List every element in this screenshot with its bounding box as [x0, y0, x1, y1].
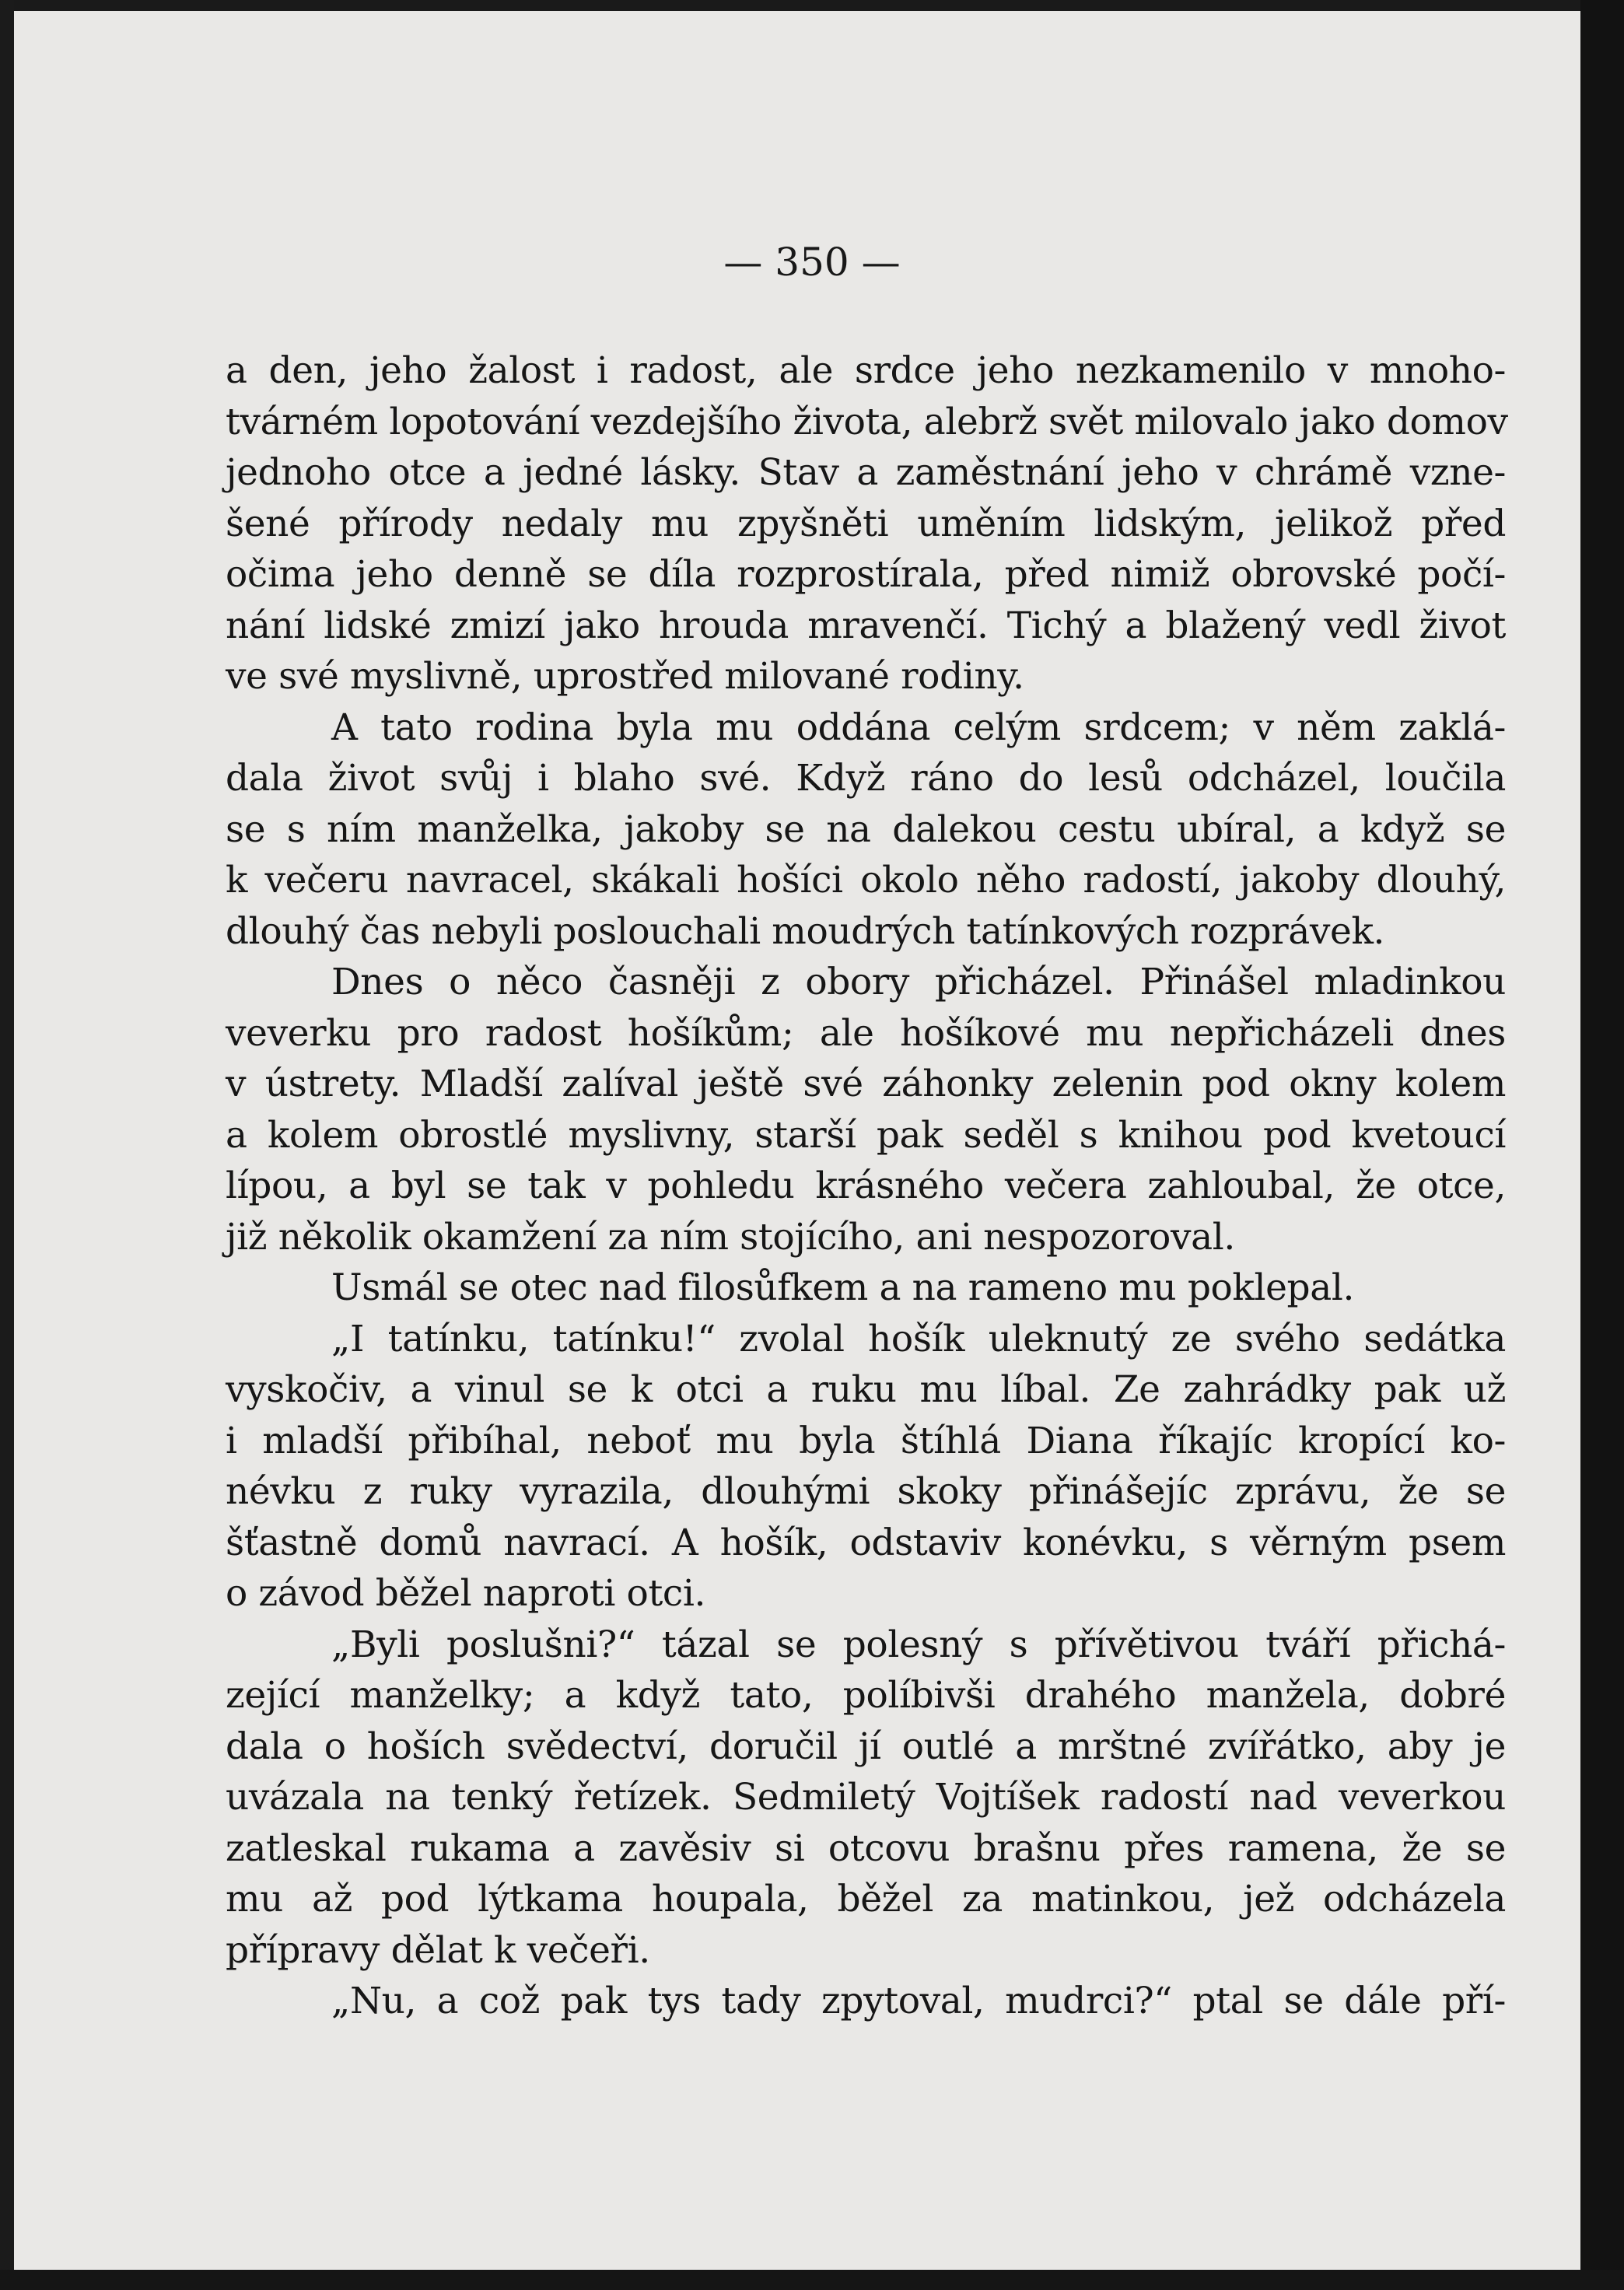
text-line: k večeru navracel, skákali hošíci okolo něho radostí, jakoby dlouhý, [226, 859, 1506, 902]
text-line: jednoho otce a jedné lásky. Stav a zaměstnání jeho v chrámě vzne- [226, 451, 1506, 494]
text-line: Usmál se otec nad filosůfkem a na rameno mu poklepal. [331, 1266, 1355, 1309]
scan-border-left [0, 0, 14, 2290]
page-number: — 350 — [723, 240, 901, 285]
text-line: očima jeho denně se díla rozprostírala, před nimiž obrovské počí- [226, 553, 1506, 596]
scan-border-top [0, 0, 1624, 11]
body-text [226, 345, 1506, 2027]
text-line: veverku pro radost hošíkům; ale hošíkové mu nepřicházeli dnes [226, 1011, 1506, 1055]
text-line: mu až pod lýtkama houpala, běžel za matinkou, jež odcházela [226, 1878, 1506, 1921]
text-line: již několik okamžení za ním stojícího, ani nespozoroval. [226, 1215, 1235, 1259]
text-line: se s ním manželka, jakoby se na dalekou cestu ubíral, a když se [226, 807, 1506, 851]
text-line: dala o hoších svědectví, doručil jí outlé a mrštné zvířátko, aby je [226, 1725, 1506, 1768]
text-line: zatleskal rukama a zavěsiv si otcovu brašnu přes ramena, že se [226, 1826, 1506, 1870]
text-line: „I tatínku, tatínku!“ zvolal hošík uleknutý ze svého sedátka [331, 1317, 1506, 1360]
text-line: nání lidské zmizí jako hrouda mravenčí. Tichý a blažený vedl život [226, 604, 1506, 647]
text-line: ve své myslivně, uprostřed milované rodiny. [226, 655, 1024, 698]
text-line: dlouhý čas nebyli poslouchali moudrých tatínkových rozprávek. [226, 909, 1385, 953]
text-line: přípravy dělat k večeři. [226, 1928, 650, 1972]
text-line: šené přírody nedaly mu zpyšněti uměním lidským, jelikož před [226, 502, 1506, 545]
text-line: a kolem obrostlé myslivny, starší pak seděl s knihou pod kvetoucí [226, 1113, 1506, 1157]
text-line: „Nu, a což pak tys tady zpytoval, mudrci?“ ptal se dále pří- [331, 1980, 1506, 2022]
scan-border-right [1580, 0, 1624, 2290]
text-line: névku z ruky vyrazila, dlouhými skoky přinášejíc zprávu, že se [226, 1470, 1506, 1513]
text-line: A tato rodina byla mu oddána celým srdcem; v něm zaklá- [331, 706, 1506, 749]
text-line: vyskočiv, a vinul se k otci a ruku mu líbal. Ze zahrádky pak už [226, 1368, 1506, 1411]
text-line: šťastně domů navrací. A hošík, odstaviv konévku, s věrným psem [226, 1521, 1506, 1564]
text-line: o závod běžel naproti otci. [226, 1572, 706, 1615]
text-line: a den, jeho žalost i radost, ale srdce jeho nezkamenilo v mnoho- [226, 349, 1506, 392]
text-line: i mladší přibíhal, neboť mu byla štíhlá Diana říkajíc kropící ko- [226, 1419, 1506, 1462]
text-line: lípou, a byl se tak v pohledu krásného večera zahloubal, že otce, [226, 1164, 1506, 1207]
text-line: dala život svůj i blaho své. Když ráno do lesů odcházel, loučila [226, 757, 1506, 800]
text-line: uvázala na tenký řetízek. Sedmiletý Vojtíšek radostí nad veverkou [226, 1776, 1506, 1819]
text-line: Dnes o něco časněji z obory přicházel. Přinášel mladinkou [331, 961, 1506, 1003]
text-line: tvárném lopotování vezdejšího života, alebrž svět milovalo jako domov [226, 400, 1508, 443]
text-line: v ústrety. Mladší zalíval ještě své záhonky zelenin pod okny kolem [226, 1063, 1506, 1105]
text-line: zející manželky; a když tato, políbivši drahého manžela, dobré [226, 1674, 1506, 1717]
text-line: „Byli poslušni?“ tázal se polesný s přívětivou tváří přichá- [331, 1623, 1506, 1666]
scan-border-bottom [0, 2270, 1624, 2290]
